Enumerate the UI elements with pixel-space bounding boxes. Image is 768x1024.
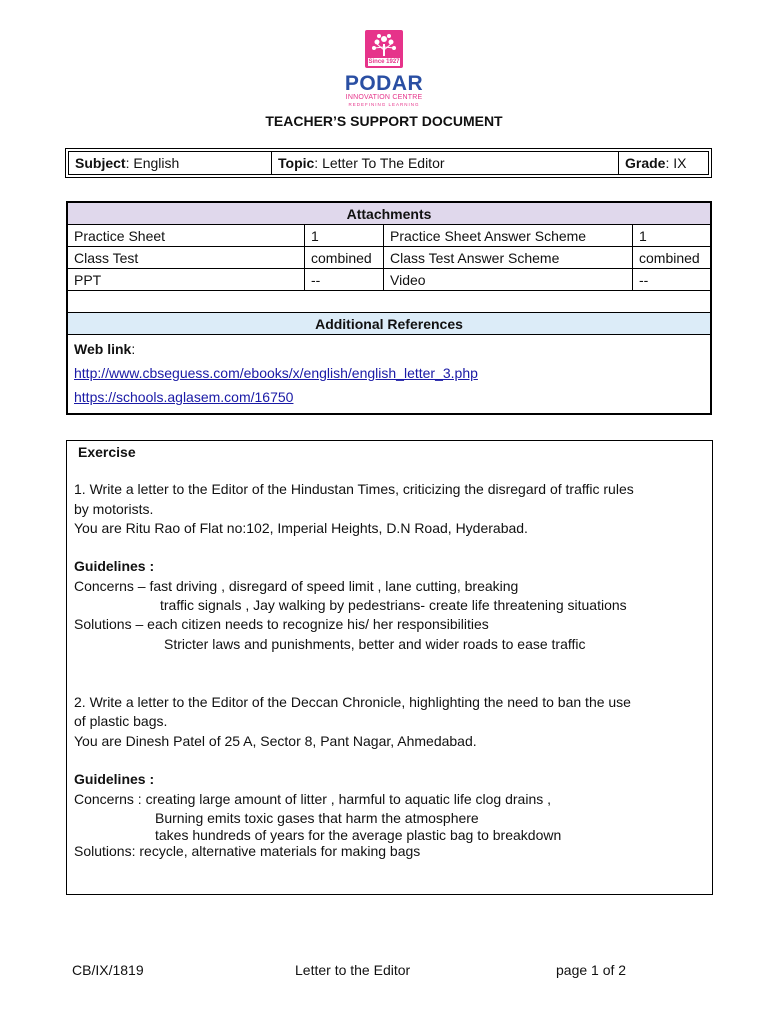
topic-value: : Letter To The Editor bbox=[314, 155, 445, 171]
q2-line-1: 2. Write a letter to the Editor of the Deccan Chronicle, highlighting the need to ban the use bbox=[74, 694, 631, 710]
references-cell bbox=[67, 335, 711, 415]
subject-label: Subject bbox=[75, 155, 126, 171]
reference-link-aglasem[interactable]: https://schools.aglasem.com/16750 bbox=[74, 389, 294, 405]
podar-logo bbox=[0, 30, 768, 108]
q1-guideline-4: Stricter laws and punishments, better and wider roads to ease traffic bbox=[164, 636, 586, 652]
attachment-item: Class Test Answer Scheme bbox=[384, 247, 633, 269]
attachment-item: Class Test bbox=[67, 247, 305, 269]
tree-icon bbox=[365, 30, 403, 60]
logo-emblem bbox=[365, 30, 403, 68]
q2-line-3: You are Dinesh Patel of 25 A, Sector 8, Pant Nagar, Ahmedabad. bbox=[74, 733, 477, 749]
table-row bbox=[67, 247, 711, 269]
logo-subtitle: INNOVATION CENTRE bbox=[345, 94, 423, 101]
attachment-count: combined bbox=[633, 247, 712, 269]
grade-label: Grade bbox=[625, 155, 666, 171]
exercise-heading: Exercise bbox=[78, 444, 136, 460]
q2-guidelines-label: Guidelines : bbox=[74, 771, 155, 787]
subject-value: : English bbox=[125, 155, 180, 171]
attachments-table bbox=[66, 201, 712, 415]
grade-value: : IX bbox=[665, 155, 687, 171]
q2-guideline-4: Solutions: recycle, alternative materials for making bags bbox=[74, 843, 421, 859]
table-row bbox=[67, 269, 711, 291]
weblink-label: Web link bbox=[74, 341, 132, 357]
table-row bbox=[67, 225, 711, 247]
footer-page: page 1 of 2 bbox=[556, 962, 627, 978]
logo-name: PODAR bbox=[344, 72, 424, 95]
attachment-count: 1 bbox=[305, 225, 384, 247]
header-table bbox=[65, 148, 712, 178]
footer-code: CB/IX/1819 bbox=[72, 962, 144, 978]
q2-guideline-1: Concerns : creating large amount of litter , harmful to aquatic life clog drains , bbox=[74, 791, 552, 807]
attachment-count: 1 bbox=[633, 225, 712, 247]
q2-line-2: of plastic bags. bbox=[74, 713, 168, 729]
q1-guideline-1: Concerns – fast driving , disregard of speed limit , lane cutting, breaking bbox=[74, 578, 519, 594]
attachment-count: -- bbox=[633, 269, 712, 291]
q1-guideline-2: traffic signals , Jay walking by pedestrians- create life threatening situations bbox=[160, 597, 627, 613]
attachment-count: -- bbox=[305, 269, 384, 291]
q2-guideline-2: Burning emits toxic gases that harm the atmosphere bbox=[155, 810, 479, 826]
topic-label: Topic bbox=[278, 155, 315, 171]
references-heading: Additional References bbox=[67, 313, 711, 335]
topic-cell bbox=[272, 152, 619, 175]
q1-line-1: 1. Write a letter to the Editor of the Hindustan Times, criticizing the disregard of traffic rules bbox=[74, 481, 634, 497]
exercise-box bbox=[66, 440, 713, 895]
empty-cell bbox=[67, 291, 711, 313]
attachment-item: Video bbox=[384, 269, 633, 291]
document-title: TEACHER’S SUPPORT DOCUMENT bbox=[265, 113, 503, 129]
empty-row bbox=[67, 291, 711, 313]
q1-line-2: by motorists. bbox=[74, 501, 154, 517]
attachment-count: combined bbox=[305, 247, 384, 269]
attachment-item: Practice Sheet Answer Scheme bbox=[384, 225, 633, 247]
q1-guidelines-label: Guidelines : bbox=[74, 558, 155, 574]
attachment-item: PPT bbox=[67, 269, 305, 291]
q2-guideline-3: takes hundreds of years for the average plastic bag to breakdown bbox=[155, 827, 562, 843]
logo-tagline: REDEFINING LEARNING bbox=[348, 102, 420, 107]
logo-since: Since 1927 bbox=[368, 59, 400, 65]
q1-line-3: You are Ritu Rao of Flat no:102, Imperial Heights, D.N Road, Hyderabad. bbox=[74, 520, 528, 536]
weblink-colon: : bbox=[131, 341, 136, 357]
subject-cell bbox=[69, 152, 272, 175]
footer-title: Letter to the Editor bbox=[295, 962, 411, 978]
reference-link-cbseguess[interactable]: http://www.cbseguess.com/ebooks/x/english/english_letter_3.php bbox=[74, 365, 478, 381]
attachments-heading: Attachments bbox=[67, 202, 711, 225]
attachment-item: Practice Sheet bbox=[67, 225, 305, 247]
grade-cell bbox=[619, 152, 709, 175]
q1-guideline-3: Solutions – each citizen needs to recognize his/ her responsibilities bbox=[74, 616, 489, 632]
